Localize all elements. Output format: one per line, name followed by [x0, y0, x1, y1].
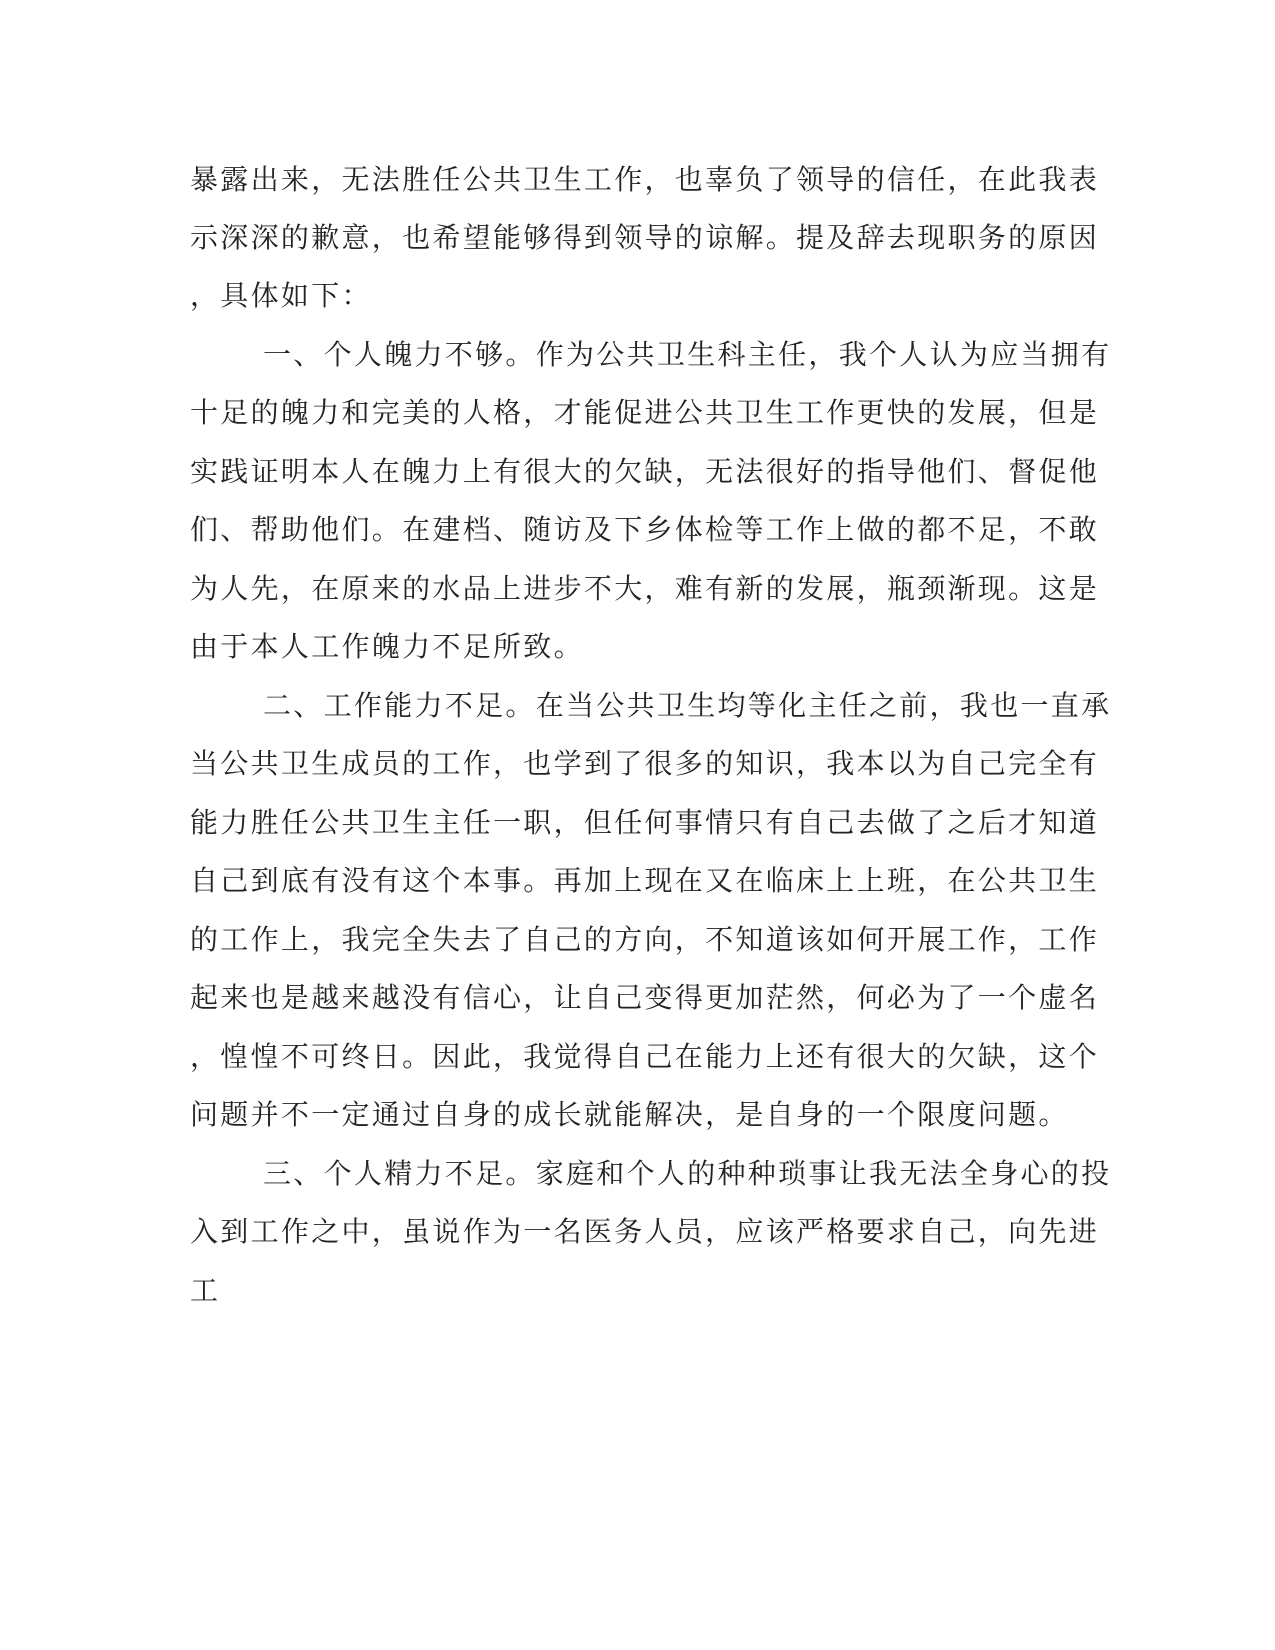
text-line: 暴露出来，无法胜任公共卫生工作，也辜负了领导的信任，在此我表	[190, 163, 1100, 196]
paragraph-1-first-line: 一、个人魄力不够。作为公共卫生科主任，我个人认为应当拥有	[263, 338, 1112, 371]
text-line: 十足的魄力和完美的人格，才能促进公共卫生工作更快的发展，但是	[190, 396, 1100, 429]
text-line: 的工作上，我完全失去了自己的方向，不知道该如何开展工作，工作	[190, 923, 1100, 956]
text-line: 由于本人工作魄力不足所致。	[190, 630, 584, 663]
text-line: 能力胜任公共卫生主任一职，但任何事情只有自己去做了之后才知道	[190, 806, 1100, 839]
paragraph-3-first-line: 三、个人精力不足。家庭和个人的种种琐事让我无法全身心的投	[263, 1157, 1112, 1190]
text-line: 示深深的歉意，也希望能够得到领导的谅解。提及辞去现职务的原因	[190, 221, 1100, 254]
text-line: 为人先，在原来的水品上进步不大，难有新的发展，瓶颈渐现。这是	[190, 572, 1100, 605]
text-line: 工	[190, 1274, 221, 1307]
text-line: 自己到底有没有这个本事。再加上现在又在临床上上班，在公共卫生	[190, 864, 1100, 897]
text-line: ，惶惶不可终日。因此，我觉得自己在能力上还有很大的欠缺，这个	[190, 1040, 1100, 1073]
text-line: 们、帮助他们。在建档、随访及下乡体检等工作上做的都不足，不敢	[190, 513, 1100, 546]
text-line: 入到工作之中，虽说作为一名医务人员，应该严格要求自己，向先进	[190, 1215, 1100, 1248]
text-line: 起来也是越来越没有信心，让自己变得更加茫然，何必为了一个虚名	[190, 981, 1100, 1014]
text-line: 问题并不一定通过自身的成长就能解决，是自身的一个限度问题。	[190, 1098, 1069, 1131]
text-line: 实践证明本人在魄力上有很大的欠缺，无法很好的指导他们、督促他	[190, 455, 1100, 488]
paragraph-2-first-line: 二、工作能力不足。在当公共卫生均等化主任之前，我也一直承	[263, 689, 1112, 722]
text-line: 当公共卫生成员的工作，也学到了很多的知识，我本以为自己完全有	[190, 747, 1100, 780]
text-line: ，具体如下：	[190, 279, 372, 312]
